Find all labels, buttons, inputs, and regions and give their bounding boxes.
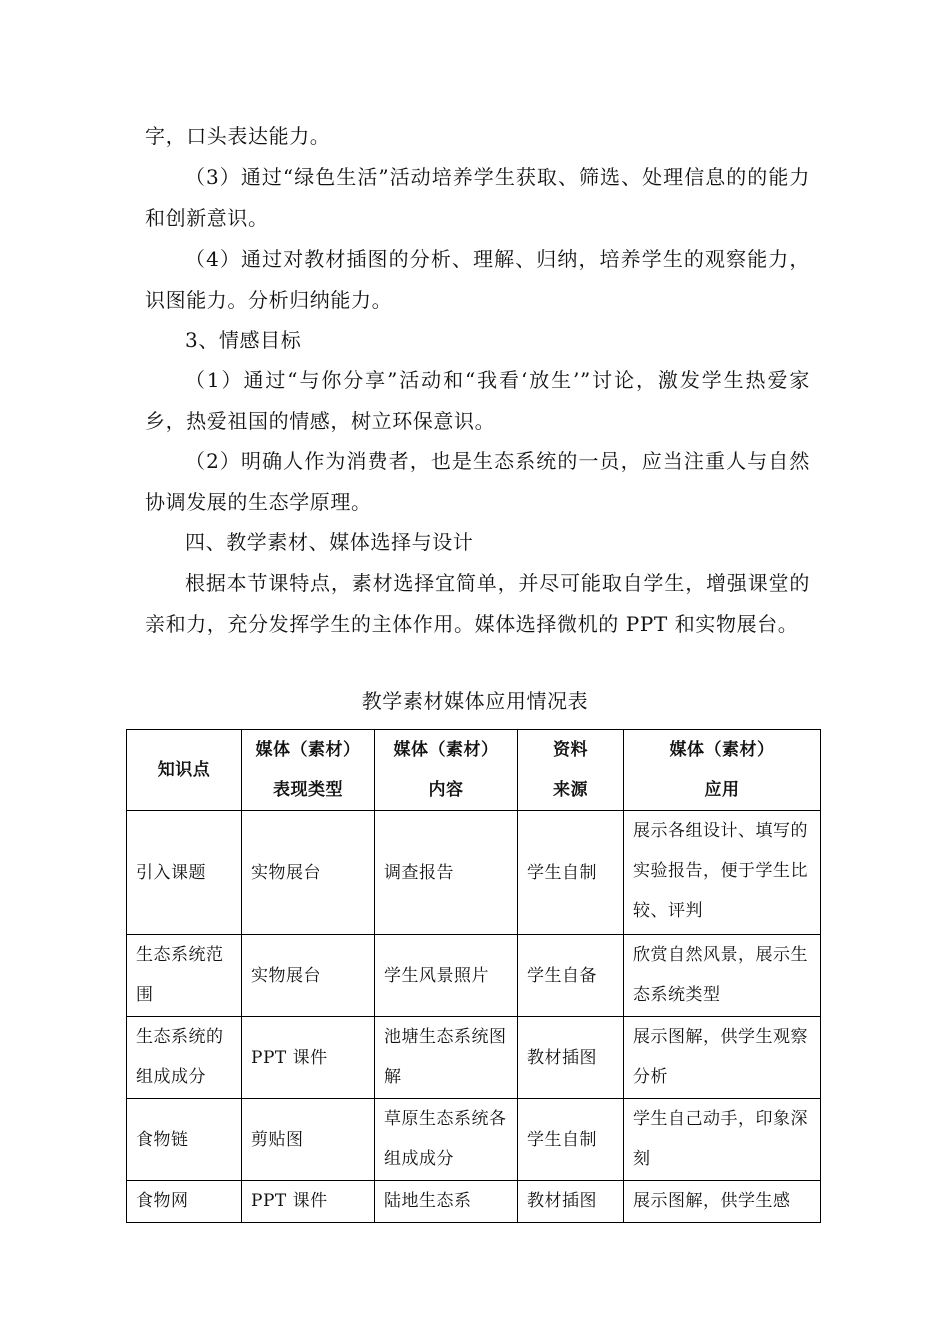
cell-media-content: 陆地生态系 [375,1181,518,1223]
header-media-type-line2: 表现类型 [273,780,343,800]
paragraph-objective-3: （3）通过“绿色生活”活动培养学生获取、筛选、处理信息的的能力和创新意识。 [145,165,810,230]
cell-media-content: 池塘生态系统图解 [375,1017,518,1099]
cell-media-type: PPT 课件 [242,1017,375,1099]
header-knowledge-point [127,730,242,811]
header-application-line2: 应用 [704,780,740,800]
table-row [127,1181,821,1223]
cell-media-type: PPT 课件 [242,1181,375,1223]
media-usage-table [126,729,821,1223]
cell-source: 学生自制 [518,811,624,935]
cell-knowledge-point: 食物链 [127,1099,242,1181]
cell-media-type: 剪贴图 [242,1099,375,1181]
table-row [127,935,821,1017]
header-media-content [375,730,518,811]
heading-section-4: 四、教学素材、媒体选择与设计 [185,530,474,554]
header-media-content-line2: 内容 [428,780,464,800]
heading-emotion-goals: 3、情感目标 [185,328,302,352]
paragraph-emotion-2: （2）明确人作为消费者，也是生态系统的一员，应当注重人与自然协调发展的生态学原理。 [145,449,810,514]
cell-media-type: 实物展台 [242,935,375,1017]
cell-knowledge-point: 生态系统范围 [127,935,242,1017]
table-row [127,1017,821,1099]
cell-knowledge-point: 引入课题 [127,811,242,935]
cell-knowledge-point: 生态系统的组成成分 [127,1017,242,1099]
cell-media-type: 实物展台 [242,811,375,935]
cell-media-content: 学生风景照片 [375,935,518,1017]
cell-application: 学生自己动手，印象深刻 [624,1099,821,1181]
header-media-content-line1: 媒体（素材） [393,740,499,760]
cell-application: 展示各组设计、填写的实验报告，便于学生比较、评判 [624,811,821,935]
cell-source: 教材插图 [518,1181,624,1223]
cell-source: 学生自备 [518,935,624,1017]
table-header-row [127,730,821,811]
table-row [127,811,821,935]
header-source [518,730,624,811]
cell-media-content: 草原生态系统各组成成分 [375,1099,518,1181]
cell-source: 教材插图 [518,1017,624,1099]
paragraph-objective-4: （4）通过对教材插图的分析、理解、归纳，培养学生的观察能力，识图能力。分析归纳能力。 [145,247,810,312]
cell-source: 学生自制 [518,1099,624,1181]
cell-application: 展示图解，供学生感 [624,1181,821,1223]
paragraph-continuation: 字，口头表达能力。 [145,124,331,148]
cell-media-content: 调查报告 [375,811,518,935]
cell-application: 欣赏自然风景，展示生态系统类型 [624,935,821,1017]
paragraph-emotion-1: （1）通过“与你分享”活动和“我看‘放生’”讨论，激发学生热爱家乡，热爱祖国的情感，树立环保意识。 [145,368,810,433]
header-media-type [242,730,375,811]
cell-application: 展示图解，供学生观察分析 [624,1017,821,1099]
header-application [624,730,821,811]
header-knowledge-point-label: 知识点 [157,760,211,780]
header-application-line1: 媒体（素材） [669,740,775,760]
table-row [127,1099,821,1181]
table-caption: 教学素材媒体应用情况表 [361,689,589,713]
header-media-type-line1: 媒体（素材） [255,740,361,760]
paragraph-media-selection: 根据本节课特点，素材选择宜简单，并尽可能取自学生，增强课堂的亲和力，充分发挥学生的主体作用。媒体选择微机的 PPT 和实物展台。 [145,571,810,636]
cell-knowledge-point: 食物网 [127,1181,242,1223]
header-source-line2: 来源 [553,780,588,800]
header-source-line1: 资料 [553,740,588,760]
